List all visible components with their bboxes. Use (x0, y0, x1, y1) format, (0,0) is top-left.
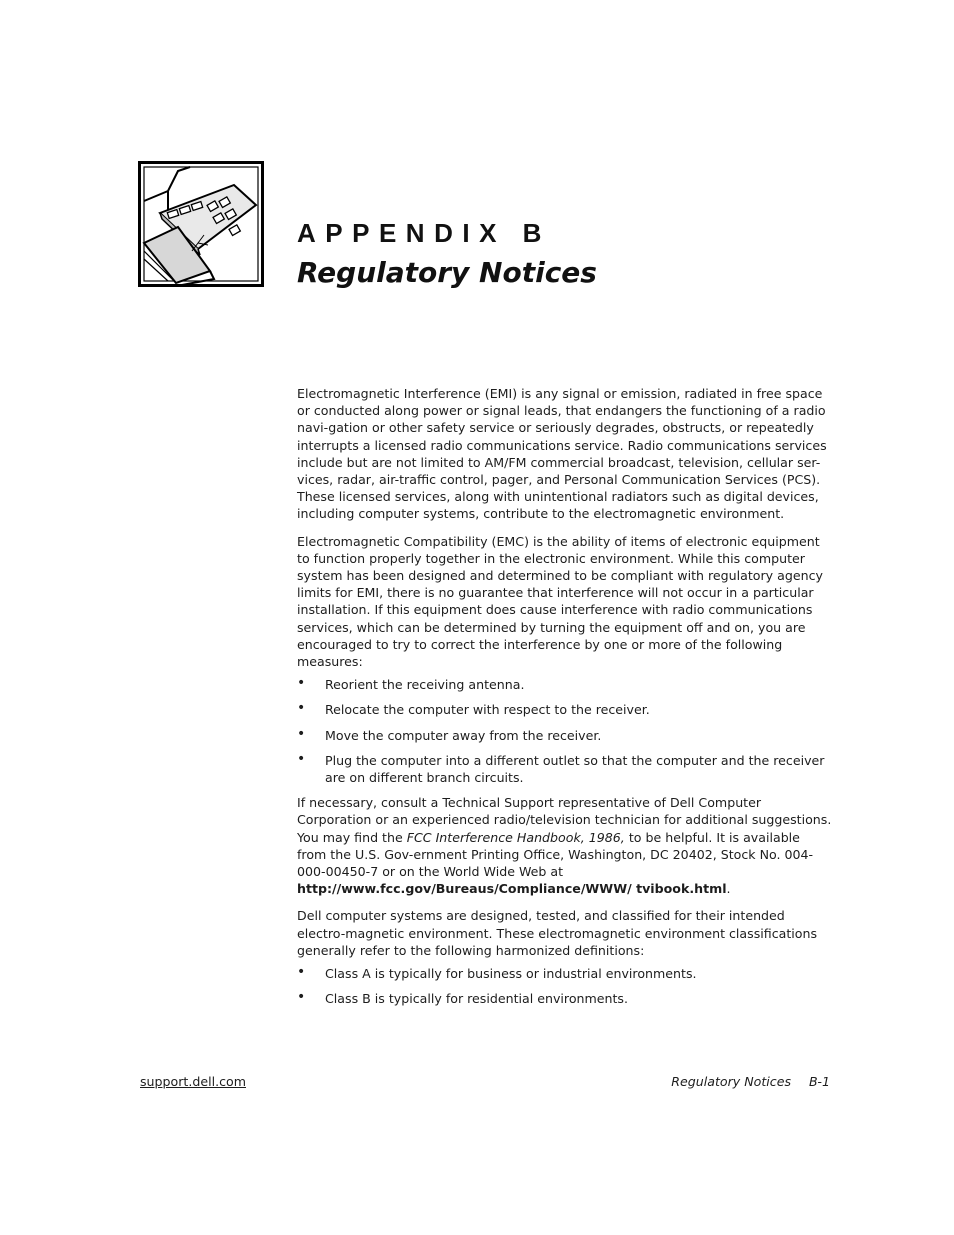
bullet-icon: • (297, 989, 306, 1006)
page-number: B-1 (809, 1074, 830, 1089)
computer-with-books-icon (138, 161, 264, 289)
page-title: Regulatory Notices (297, 256, 597, 289)
paragraph-classification: Dell computer systems are designed, tested, and classified for their intended electro-magnetic environment. These electromagnetic environment classifications generally refer to the following harmonized definitions: (297, 908, 818, 958)
footer-site-link[interactable]: support.dell.com (140, 1074, 246, 1089)
bullet-icon: • (297, 700, 306, 717)
list-item: • Move the computer away from the receiver. (297, 725, 602, 743)
bullet-icon: • (297, 675, 306, 692)
bullet-icon: • (297, 725, 306, 742)
bullet-icon: • (297, 750, 306, 767)
paragraph-consult: If necessary, consult a Technical Support representative of Dell Computer Corporation or an experienced radio/television technician for additional suggestions. You may find the FCC Interference Handbook, 1986, to be helpful. It is available from the U.S. Gov-ernment Printing Office, Washington, DC 20402, Stock No. 004-000-00450-7 or on the World Wide Web at http://www.fcc.gov/Bureaus/Compliance/WWW/ tvibook.html. (297, 795, 832, 897)
list-item: • Reorient the receiving antenna. (297, 675, 525, 693)
paragraph-emc: Electromagnetic Compatibility (EMC) is the ability of items of electronic equipment to function properly together in the electronic environment. While this computer system has been designed and determined to be compliant with regulatory agency limits for EMI, there is no guarantee that interference will not occur in a particular installation. If this equipment does cause interference with radio communications services, which can be determined by turning the equipment off and on, you are encouraged to try to correct the interference by one or more of the following measures: (297, 533, 823, 670)
footer-running-head (671, 1074, 830, 1089)
list-item: • Class A is typically for business or industrial environments. (297, 964, 697, 982)
chapter-illustration (138, 161, 264, 289)
classes-list (297, 965, 833, 1007)
list-item: • Class B is typically for residential environments. (297, 989, 628, 1007)
bullet-icon: • (297, 964, 306, 981)
footer-section: Regulatory Notices (671, 1074, 792, 1089)
fcc-link[interactable]: http://www.fcc.gov/Bureaus/Compliance/WWW/ tvibook.html (297, 881, 727, 897)
list-item: • Plug the computer into a different outlet so that the computer and the receiver are on different branch circuits. (297, 750, 825, 786)
paragraph-emi: Electromagnetic Interference (EMI) is any signal or emission, radiated in free space or conducted along power or signal leads, that endangers the functioning of a radio navi-gation or other safety service or seriously degrades, obstructs, or repeatedly interrupts a licensed radio communications service. Radio communications services include but are not limited to AM/FM commercial broadcast, television, cellular ser-vices, radar, air-traffic control, pager, and Personal Communication Services (PCS). These licensed services, along with unintentional radiators such as digital devices, including computer systems, contribute to the electromagnetic environment. (297, 386, 827, 522)
appendix-label: APPENDIX B (297, 218, 551, 248)
measures-list (297, 676, 833, 786)
handbook-title: FCC Interference Handbook, 1986, (406, 829, 625, 845)
body-content (297, 385, 833, 1016)
list-item: • Relocate the computer with respect to the receiver. (297, 700, 650, 718)
